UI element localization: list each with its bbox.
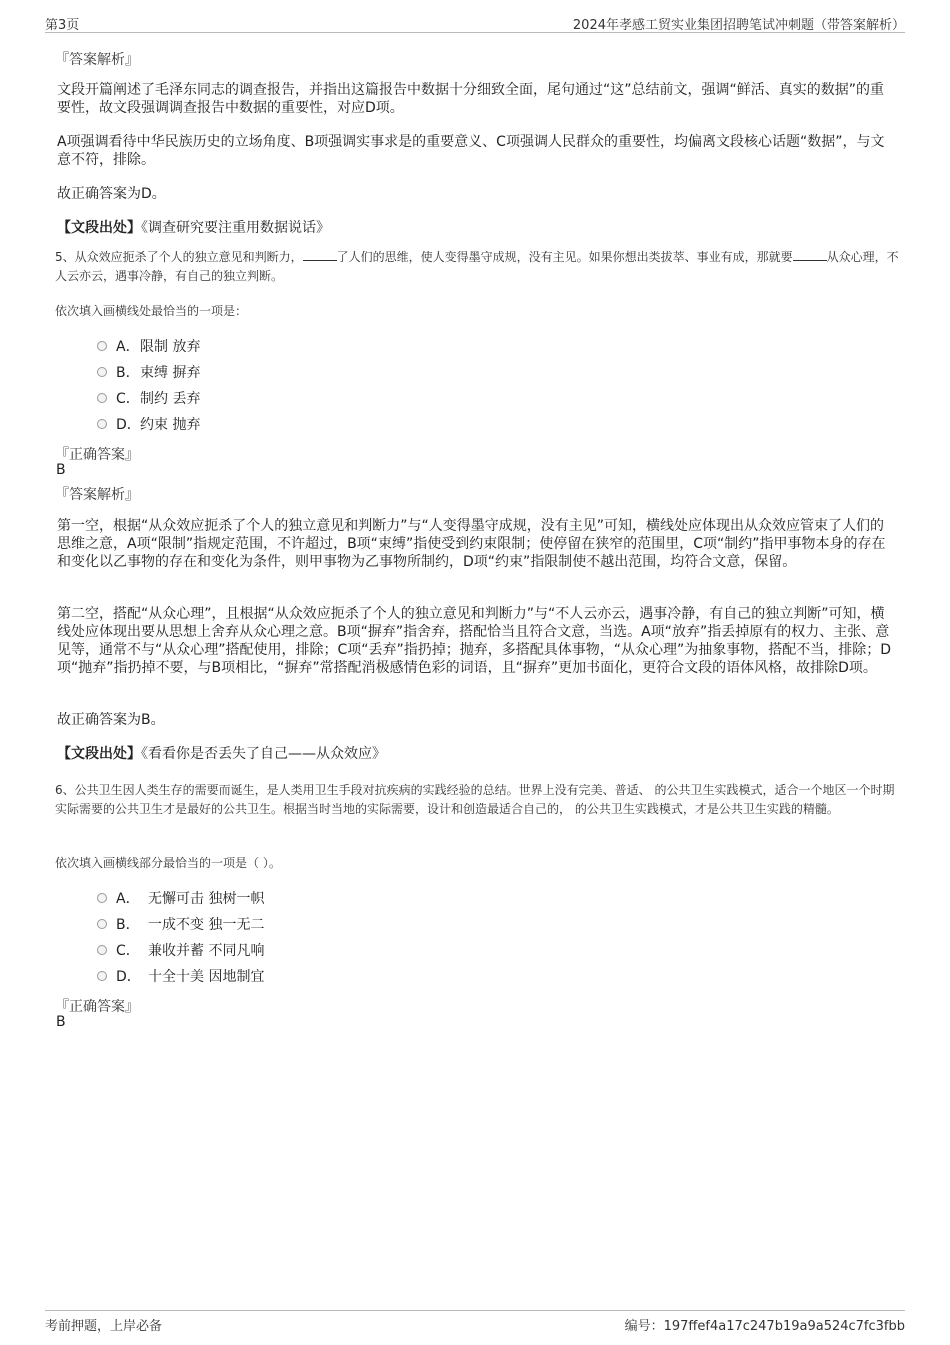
conclusion: 故正确答案为D。: [57, 186, 166, 202]
radio-icon[interactable]: [97, 919, 107, 929]
option-a[interactable]: A． 无懈可击 独树一帜: [97, 890, 264, 908]
fill-blank: [303, 248, 337, 261]
option-a[interactable]: A．限制 放弃: [97, 338, 200, 356]
analysis-tag: 『答案解析』: [55, 487, 139, 503]
radio-icon[interactable]: [97, 367, 107, 377]
answer-value: B: [56, 462, 66, 478]
answer-tag: 『正确答案』: [55, 447, 139, 463]
analysis-tag: 『答案解析』: [55, 52, 139, 68]
radio-icon[interactable]: [97, 393, 107, 403]
analysis-paragraph: 文段开篇阐述了毛泽东同志的调查报告，并指出这篇报告中数据十分细致全面，尾句通过“这”总结前文，强调“鲜活、真实的数据”的重要性，故文段强调调查报告中数据的重要性，对应D项。: [57, 82, 885, 116]
fill-blank: [793, 248, 827, 261]
question-prompt: 依次填入画横线处最恰当的一项是：: [55, 304, 248, 318]
option-b[interactable]: B． 一成不变 独一无二: [97, 916, 264, 934]
option-d[interactable]: D． 十全十美 因地制宜: [97, 968, 264, 986]
document-id: 编号：197ffef4a17c247b19a9a524c7fc3fbb: [624, 1319, 905, 1334]
radio-icon[interactable]: [97, 419, 107, 429]
answer-tag: 『正确答案』: [55, 999, 139, 1015]
radio-icon[interactable]: [97, 945, 107, 955]
page-footer: [45, 1310, 905, 1335]
question-prompt: 依次填入画横线部分最恰当的一项是（ ）。: [55, 856, 281, 870]
footer-slogan: 考前押题，上岸必备: [45, 1319, 163, 1334]
option-c[interactable]: C．制约 丢弃: [97, 390, 200, 408]
analysis-paragraph: A项强调看待中华民族历史的立场角度、B项强调实事求是的重要意义、C项强调人民群众的重要性，均偏离文段核心话题“数据”，与文意不符，排除。: [57, 134, 885, 168]
page-number: 第3页: [45, 18, 80, 33]
passage-source: [57, 745, 897, 763]
radio-icon[interactable]: [97, 893, 107, 903]
question-stem: 6、公共卫生因人类生存的需要而诞生，是人类用卫生手段对抗疾病的实践经验的总结。世界上没有完美、普适、 的公共卫生实践模式，适合一个地区一个时期实际需要的公共卫生才是最好的公共卫生。根据当时当地的实际需要，设计和创造最适合自己的， 的公共卫生实践模式，才是公共卫生实践的精髓。: [55, 783, 895, 816]
document-title: 2024年孝感工贸实业集团招聘笔试冲刺题（带答案解析）: [572, 18, 905, 33]
passage-source: [57, 219, 897, 237]
source-title: 《看看你是否丢失了自己——从众效应》: [141, 746, 386, 762]
source-label: 【文段出处】: [57, 220, 141, 236]
source-title: 《调查研究要注重用数据说话》: [141, 220, 330, 236]
analysis-paragraph: 第一空，根据“从众效应扼杀了个人的独立意见和判断力”与“人变得墨守成规，没有主见”可知，横线处应体现出从众效应管束了人们的思维之意，A项“限制”指规定范围，不许超过，B项“束缚”指使受到约束限制；使停留在狭窄的范围里，C项“制约”指甲事物本身的存在和变化以乙事物的存在和变化为条件，则甲事物为乙事物所制约，D项“约束”指限制使不越出范围，均符合文意，保留。: [57, 518, 886, 570]
analysis-paragraph: 第二空，搭配“从众心理”，且根据“从众效应扼杀了个人的独立意见和判断力”与“不人云亦云，遇事冷静，有自己的独立判断”可知，横线处应体现出要从思想上舍弃从众心理之意。B项“摒弃”指舍弃，搭配恰当且符合文意，当选。A项“放弃”指丢掉原有的权力、主张、意见等，通常不与“从众心理”搭配使用，排除；C项“丢弃”指扔掉；抛弃，多搭配具体事物，“从众心理”为抽象事物，搭配不当，排除；D项“抛弃”指扔掉不要，与B项相比，“摒弃”常搭配消极感情色彩的词语，且“摒弃”更加书面化，更符合文段的语体风格，故排除D项。: [57, 606, 892, 676]
option-c[interactable]: C． 兼收并蓄 不同凡响: [97, 942, 264, 960]
option-b[interactable]: B．束缚 摒弃: [97, 364, 200, 382]
option-d[interactable]: D．约束 抛弃: [97, 416, 200, 434]
source-label: 【文段出处】: [57, 746, 141, 762]
question-stem: 5、从众效应扼杀了个人的独立意见和判断力， 了人们的思维，使人变得墨守成规，没有主见。如果你想出类拔萃、事业有成，那就要 从众心理，不人云亦云，遇事冷静，有自己的独立判断。: [55, 250, 899, 283]
conclusion: 故正确答案为B。: [57, 712, 165, 728]
radio-icon[interactable]: [97, 341, 107, 351]
page-header: [45, 14, 905, 33]
answer-value: B: [56, 1014, 66, 1030]
radio-icon[interactable]: [97, 971, 107, 981]
